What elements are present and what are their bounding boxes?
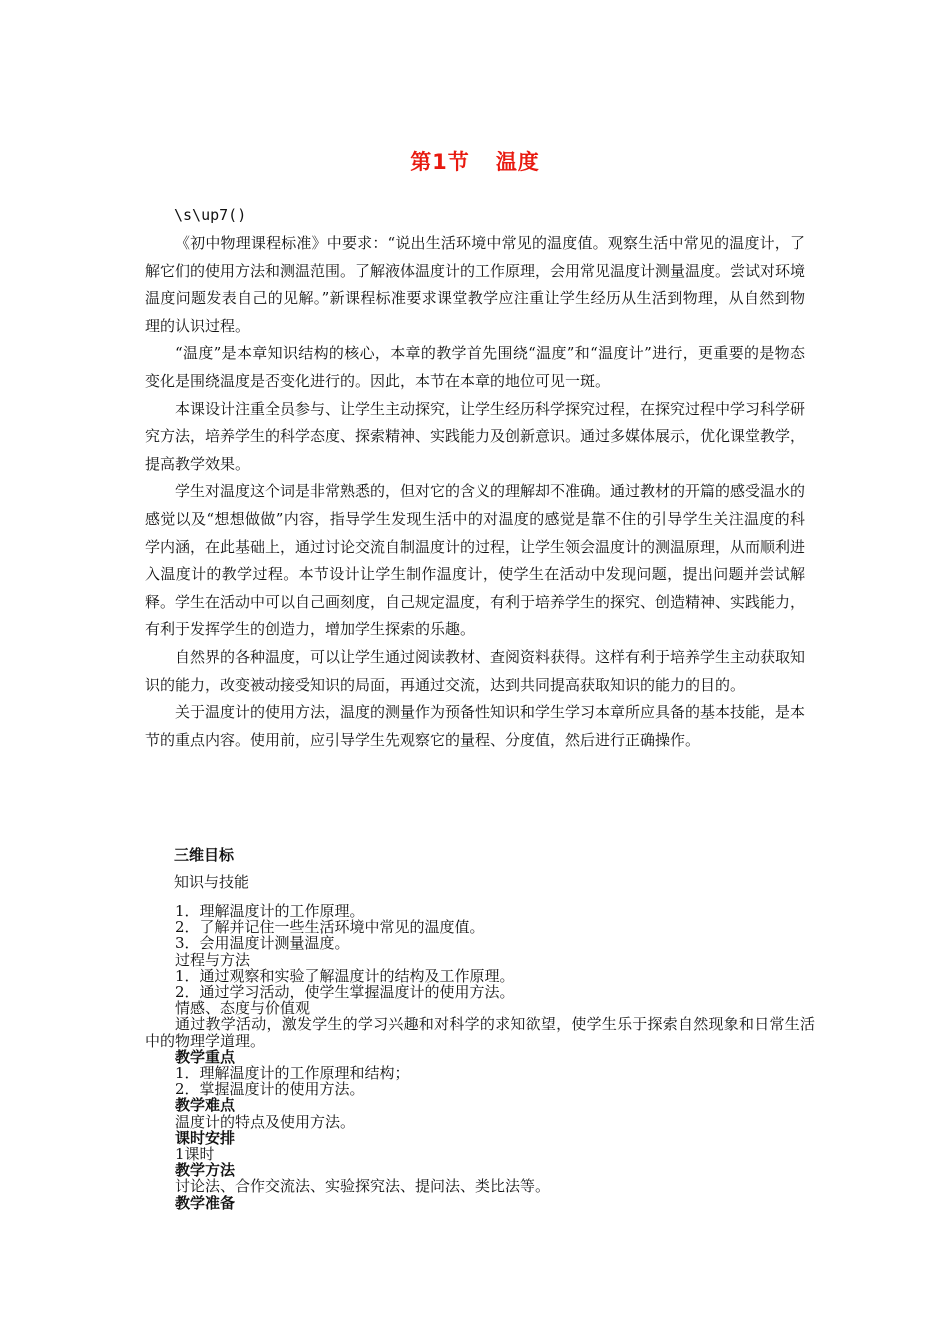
- paragraph: 自然界的各种温度，可以让学生通过阅读教材、查阅资料获得。这样有利于培养学生主动获取知识的能力，改变被动接受知识的局面，再通过交流，达到共同提高获取知识的能力的目的。: [145, 647, 806, 694]
- objectives-heading: 三维目标: [174, 846, 235, 864]
- focus-item: 1．理解温度计的工作原理和结构；: [175, 1064, 410, 1083]
- intro-paragraphs: [145, 230, 805, 754]
- paragraph: “温度”是本章知识结构的核心，本章的教学首先围绕“温度”和“温度计”进行，更重要的是物态变化是围绕温度是否变化进行的。因此，本节在本章的地位可见一斑。: [145, 344, 805, 390]
- section-topic: 温度: [495, 150, 540, 174]
- paragraph: 本课设计注重全员参与、让学生主动探究，让学生经历科学探究过程，在探究过程中学习科学研究方法，培养学生的科学态度、探索精神、实践能力及创新意识。通过多媒体展示，优化课堂教学，提高教学效果。: [145, 399, 806, 473]
- page-title: [0, 146, 950, 176]
- emotion-text: 通过教学活动，激发学生的学习兴趣和对科学的求知欲望，使学生乐于探索自然现象和日常生活中的物理学道理。: [145, 1015, 815, 1050]
- difficulty-text: 温度计的特点及使用方法。: [175, 1112, 356, 1131]
- paragraph: 学生对温度这个词是非常熟悉的，但对它的含义的理解却不准确。通过教材的开篇的感受温水的感觉以及“想想做做”内容，指导学生发现生活中的对温度的感觉是靠不住的引导学生关注温度的科学内涵，在此基础上，通过讨论交流自制温度计的过程，让学生领会温度计的测温原理，从而顺利进入温度计的教学过程。本节设计让学生制作温度计，使学生在活动中发现问题，提出问题并尝试解释。学生在活动中可以自己画刻度，自己规定温度，有利于培养学生的探究、创造精神、实践能力，有利于发挥学生的创造力，增加学生探索的乐趣。: [145, 482, 806, 639]
- focus-item: 2．掌握温度计的使用方法。: [175, 1080, 365, 1099]
- section-number: 第1节: [410, 150, 470, 174]
- knowledge-item: 1．理解温度计的工作原理。: [175, 902, 365, 920]
- methods-heading: 教学方法: [175, 1161, 236, 1180]
- knowledge-heading: 知识与技能: [174, 873, 250, 891]
- schedule-text: 1课时: [175, 1145, 215, 1164]
- emotion-heading: 情感、态度与价值观: [175, 999, 311, 1018]
- schedule-heading: 课时安排: [175, 1128, 236, 1147]
- preparation-heading: 教学准备: [175, 1193, 236, 1212]
- focus-heading: 教学重点: [175, 1047, 236, 1066]
- process-item: 2．通过学习活动，使学生掌握温度计的使用方法。: [175, 983, 515, 1002]
- lesson-plan-details: [145, 903, 815, 1211]
- methods-text: 讨论法、合作交流法、实验探究法、提问法、类比法等。: [175, 1177, 551, 1196]
- knowledge-item: 3．会用温度计测量温度。: [175, 934, 350, 953]
- difficulty-heading: 教学难点: [175, 1096, 236, 1115]
- knowledge-item: 2．了解并记住一些生活环境中常见的温度值。: [175, 918, 485, 937]
- paragraph: 关于温度计的使用方法，温度的测量作为预备性知识和学生学习本章所应具备的基本技能，是本节的重点内容。使用前，应引导学生先观察它的量程、分度值，然后进行正确操作。: [145, 703, 806, 749]
- process-item: 1．通过观察和实验了解温度计的结构及工作原理。: [175, 966, 515, 985]
- field-code-text: \s\up7(): [174, 206, 247, 224]
- process-heading: 过程与方法: [175, 950, 251, 969]
- paragraph: 《初中物理课程标准》中要求：“说出生活环境中常见的温度值。观察生活中常见的温度计，了解它们的使用方法和测温范围。了解液体温度计的工作原理，会用常见温度计测量温度。尝试对环境温度问题发表自己的见解。”新课程标准要求课堂教学应注重让学生经历从生活到物理，从自然到物理的认识过程。: [145, 234, 806, 335]
